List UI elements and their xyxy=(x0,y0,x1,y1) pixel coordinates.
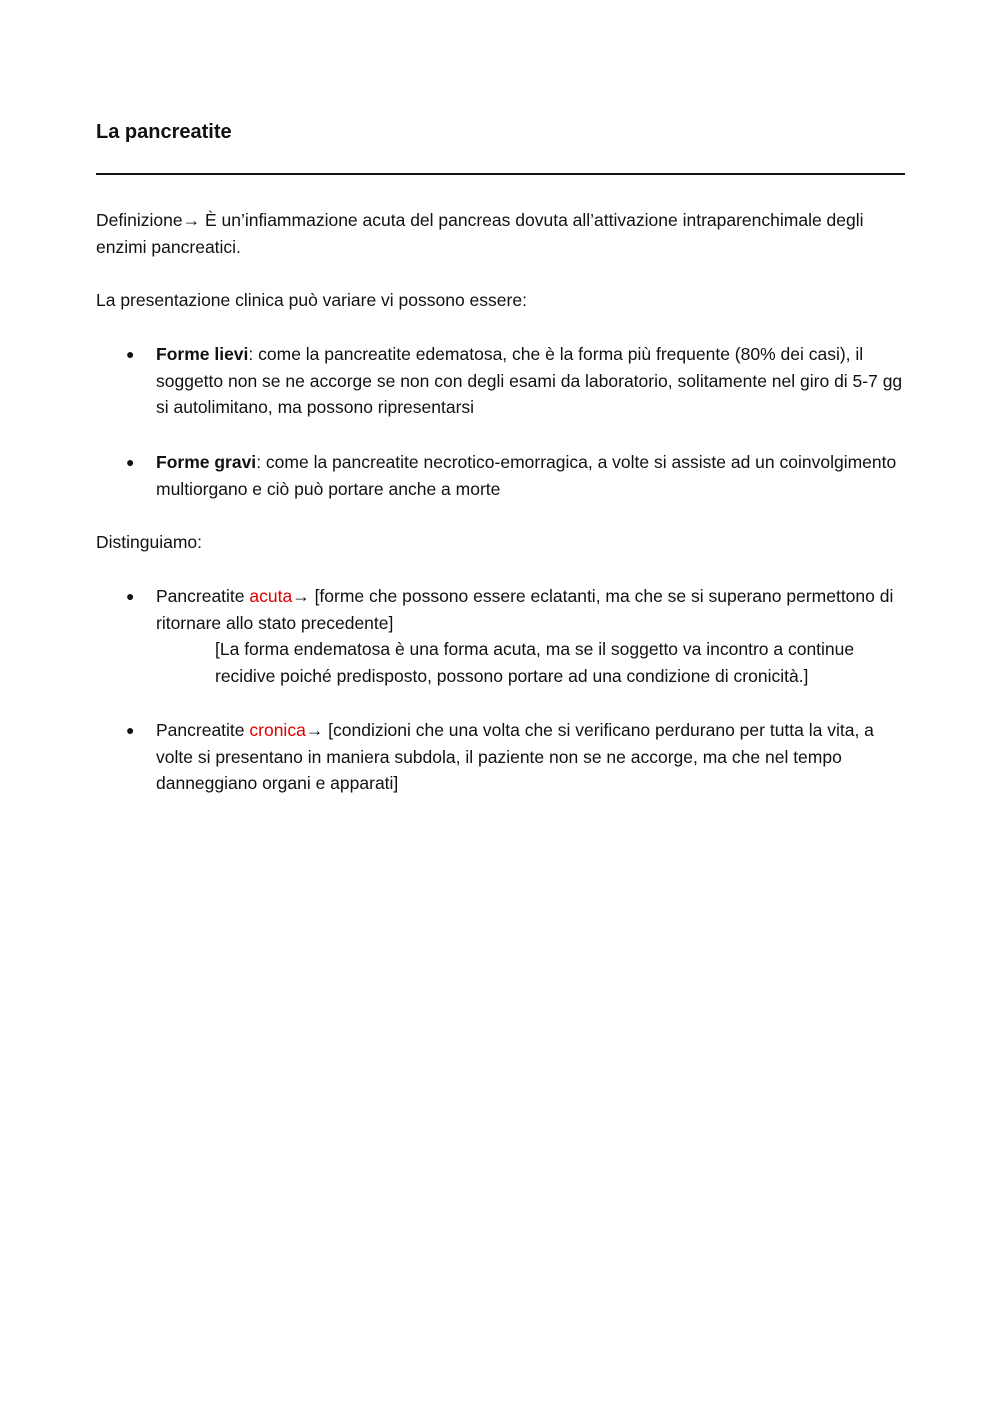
arrow-right-icon: → xyxy=(305,720,324,740)
arrow-right-icon: → xyxy=(182,210,201,230)
definition-label: Definizione xyxy=(96,210,183,230)
list-item-text: : come la pancreatite necrotico-emorragica, a volte si assiste ad un coinvolgimento multiorgano e ciò può portare anche a morte xyxy=(156,452,897,499)
arrow-right-icon: → xyxy=(292,586,310,606)
bullet-icon: ● xyxy=(126,346,135,362)
bullet-icon: ● xyxy=(126,722,135,738)
list-item-prefix: Pancreatite xyxy=(156,720,250,740)
list-item-chronic xyxy=(156,717,906,797)
list-item-severe-forms xyxy=(156,449,906,502)
list-item-term: Forme gravi xyxy=(156,452,257,472)
list-item-mild-forms xyxy=(156,341,906,421)
title-underline xyxy=(96,173,905,175)
acute-note: [La forma endematosa è una forma acuta, ma se il soggetto va incontro a continue recidive poiché predisposto, possono portare ad una condizione di cronicità.] xyxy=(215,639,855,686)
distinguish-paragraph: Distinguiamo: xyxy=(96,532,203,552)
list-item-text: [condizioni che una volta che si verificano perdurano per tutta la vita, a volte si presentano in maniera subdola, il paziente non se ne accorge, ma che nel tempo danneggiano organi e apparati] xyxy=(156,720,874,793)
intro-paragraph: La presentazione clinica può variare vi possono essere: xyxy=(96,290,527,310)
bullet-icon: ● xyxy=(126,454,135,470)
page-title: La pancreatite xyxy=(96,121,232,143)
list-item-term: Forme lievi xyxy=(156,344,249,364)
definition-paragraph xyxy=(96,207,906,260)
list-item-prefix: Pancreatite xyxy=(156,586,250,606)
list-item-text: : come la pancreatite edematosa, che è la forma più frequente (80% dei casi), il soggetto non se ne accorge se non con degli esami da laboratorio, solitamente nel giro di 5-7 gg si autolimitano, ma possono ripresentarsi xyxy=(156,344,903,417)
highlight-chronic: cronica xyxy=(249,720,306,740)
list-item-text: [forme che possono essere eclatanti, ma che se si superano permettono di ritornare allo stato precedente] xyxy=(156,586,894,633)
bullet-icon: ● xyxy=(126,588,135,604)
list-item-acute xyxy=(156,583,906,636)
highlight-acute: acuta xyxy=(249,586,293,606)
definition-text: È un’infiammazione acuta del pancreas dovuta all’attivazione intraparenchimale degli enzimi pancreatici. xyxy=(96,210,864,257)
